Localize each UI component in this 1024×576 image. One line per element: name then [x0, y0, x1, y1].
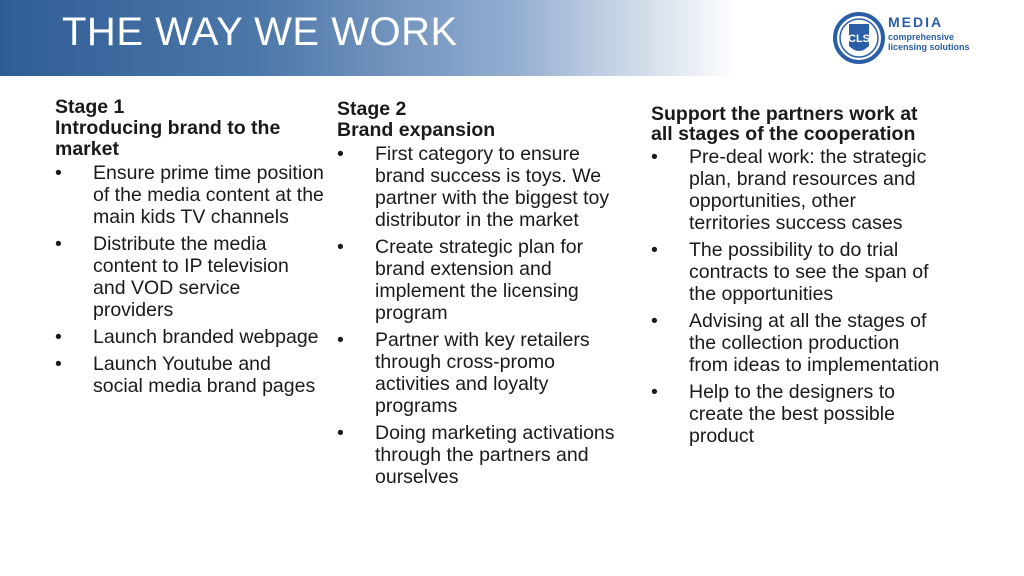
list-item	[337, 143, 622, 231]
cls-media-logo	[833, 12, 983, 66]
list-item-text: Pre-deal work: the strategic plan, brand resources and opportunities, other territories success cases	[689, 146, 927, 234]
support-heading: Support the partners work at all stages of the cooperation	[651, 103, 918, 145]
list-item-text: First category to ensure brand success is toys. We partner with the biggest toy distributor in the market	[375, 143, 610, 231]
logo-tagline-line1: comprehensive	[888, 32, 955, 42]
list-item	[337, 236, 622, 324]
bullet-icon: •	[337, 143, 344, 165]
stage-2-heading	[337, 99, 622, 141]
support-bullet-list	[651, 146, 941, 447]
list-item	[651, 239, 941, 305]
stage-2-bullet-list	[337, 143, 622, 488]
bullet-icon: •	[651, 381, 658, 403]
list-item-text: Help to the designers to create the best possible product	[689, 381, 895, 447]
list-item	[55, 353, 325, 397]
stage-1-bullet-list	[55, 162, 325, 397]
stage-2-title: Brand expansion	[337, 119, 496, 141]
cls-logo-icon	[833, 12, 885, 64]
bullet-icon: •	[337, 422, 344, 444]
logo-tagline	[888, 32, 988, 52]
list-item-text: Ensure prime time position of the media content at the main kids TV channels	[93, 162, 324, 228]
list-item-text: The possibility to do trial contracts to see the span of the opportunities	[689, 239, 929, 305]
stage-2-label: Stage 2	[337, 98, 407, 120]
bullet-icon: •	[55, 162, 62, 184]
stage-1-column	[55, 97, 325, 402]
list-item	[651, 381, 941, 447]
bullet-icon: •	[337, 329, 344, 351]
bullet-icon: •	[337, 236, 344, 258]
list-item-text: Launch branded webpage	[93, 326, 319, 348]
list-item	[337, 329, 622, 417]
logo-tagline-line2: licensing solutions	[888, 42, 970, 52]
list-item	[55, 162, 325, 228]
list-item-text: Distribute the media content to IP television and VOD service providers	[93, 233, 289, 321]
list-item	[55, 326, 325, 348]
stage-1-label: Stage 1	[55, 96, 125, 118]
stage-1-heading	[55, 97, 325, 160]
logo-mark-letters: CLS	[848, 33, 870, 45]
stage-2-column	[337, 99, 622, 493]
stage-1-title: Introducing brand to the market	[55, 117, 281, 160]
list-item	[651, 146, 941, 234]
bullet-icon: •	[651, 239, 658, 261]
list-item-text: Launch Youtube and social media brand pages	[93, 353, 316, 397]
list-item	[651, 310, 941, 376]
list-item-text: Advising at all the stages of the collection production from ideas to implementation	[689, 310, 940, 376]
slide-title: THE WAY WE WORK	[62, 10, 458, 54]
list-item-text: Partner with key retailers through cross-promo activities and loyalty programs	[375, 329, 590, 417]
list-item	[55, 233, 325, 321]
list-item-text: Create strategic plan for brand extension and implement the licensing program	[375, 236, 584, 324]
logo-brand: MEDIA	[888, 14, 944, 30]
bullet-icon: •	[651, 310, 658, 332]
support-column	[651, 105, 941, 452]
list-item-text: Doing marketing activations through the partners and ourselves	[375, 422, 615, 488]
list-item	[337, 422, 622, 488]
bullet-icon: •	[55, 233, 62, 255]
bullet-icon: •	[55, 353, 62, 375]
bullet-icon: •	[651, 146, 658, 168]
bullet-icon: •	[55, 326, 62, 348]
